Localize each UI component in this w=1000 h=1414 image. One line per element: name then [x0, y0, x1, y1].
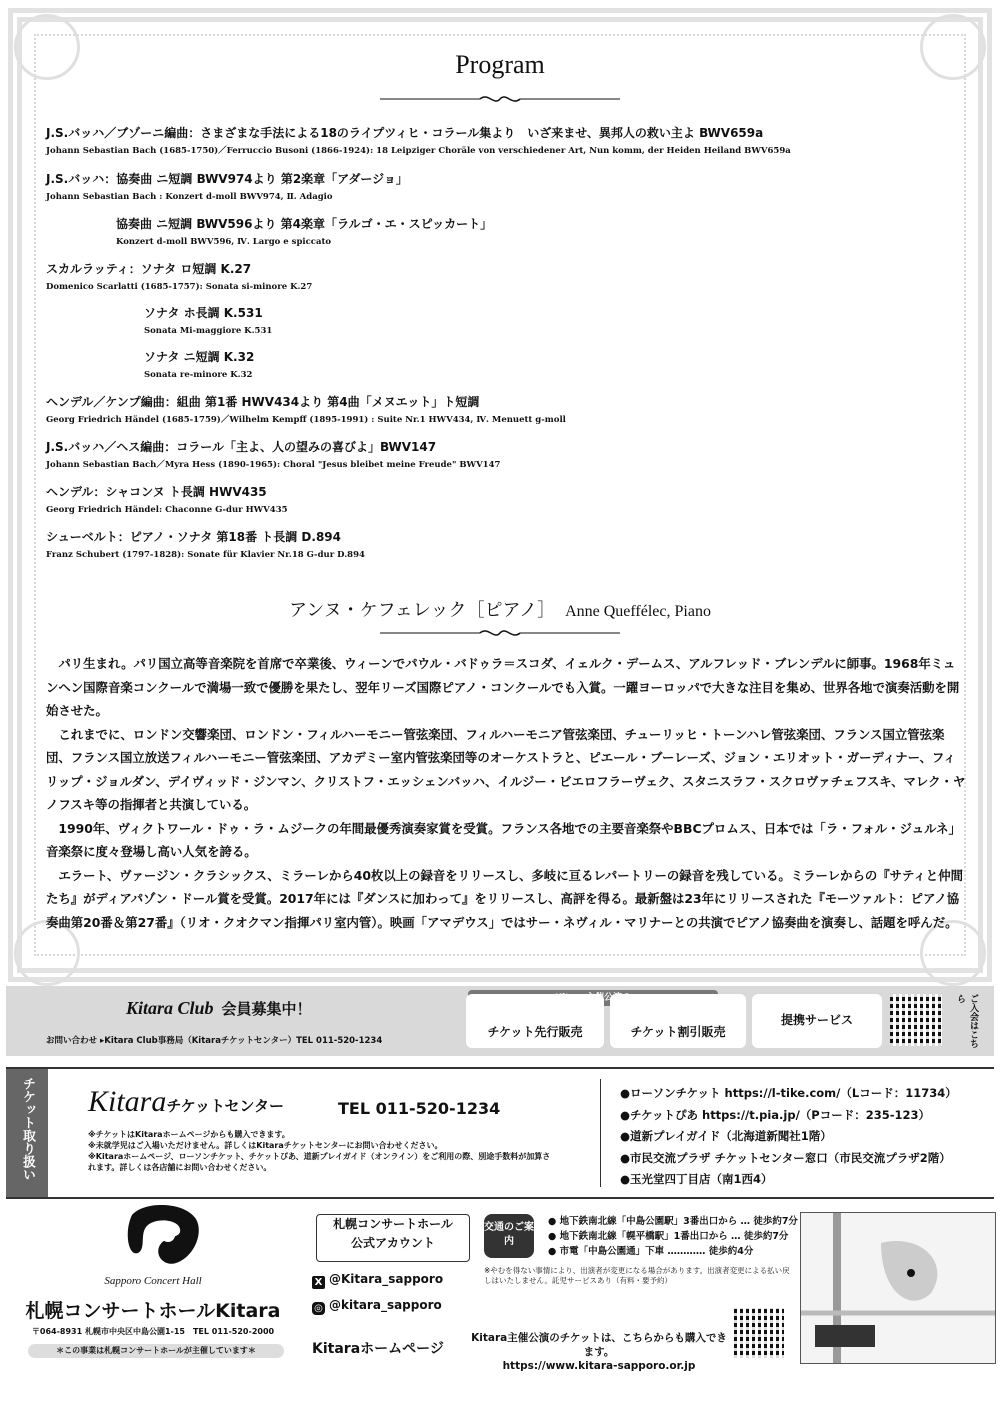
ticket-center-tel: TEL 011-520-1234 — [338, 1099, 501, 1118]
benefit-label: チケット先行販売 — [487, 1025, 583, 1039]
x-account[interactable] — [312, 1272, 443, 1289]
benefit-presale — [466, 994, 604, 1048]
program-item-jp: ソナタ ニ短調 K.32 — [144, 350, 255, 364]
program-item-en: Sonata Mi-maggiore K.531 — [144, 326, 273, 336]
program-item-en: Johann Sebastian Bach (1685-1750)／Ferruccio Busoni (1866-1924): 18 Leipziger Choräle von verschiedener Art, Nun komm, der Heiden Heiland BWV659a — [46, 146, 791, 156]
ticket-section — [6, 1067, 994, 1199]
program-item-jp: ソナタ ホ長調 K.531 — [144, 306, 263, 320]
bio-paragraph: パリ生まれ。パリ国立高等音楽院を首席で卒業後、ウィーンでパウル・バドゥラ＝スコダ、イェルク・デームス、アルフレッド・ブレンデルに師事。1968年ミュンヘン国際音楽コンクールで満場一致で優勝を果たし、翌年リーズ国際ピアノ・コンクールでも入賞。一躍ヨーロッパで大きな注目を集め、世界各地で演奏活動を開始させた。 — [46, 656, 960, 718]
map-graphic — [801, 1213, 995, 1363]
program-item-jp: スカルラッティ：ソナタ ロ短調 K.27 — [46, 262, 252, 276]
ticket-outlets — [620, 1083, 957, 1191]
ticket-outlet: ●玉光堂四丁目店（南1西4） — [620, 1172, 773, 1186]
hall-logo-icon — [124, 1205, 204, 1267]
instagram-handle: @kitara_sapporo — [329, 1298, 442, 1312]
program-item-en: Georg Friedrich Händel (1685-1759)／Wilhelm Kempff (1895-1991) : Suite Nr.1 HWV434, Ⅳ. Menuett g-moll — [46, 415, 566, 425]
benefit-partner — [752, 994, 882, 1048]
access-route: ● 地下鉄南北線「幌平橋駅」1番出口から … 徒歩約7分 — [548, 1231, 789, 1242]
benefit-discount — [610, 994, 746, 1048]
program-item-en: Johann Sebastian Bach／Myra Hess (1890-1965): Choral "Jesus bleibet meine Freude" BWV147 — [46, 460, 501, 470]
ticket-center-brand: Kitara — [88, 1085, 167, 1118]
ticket-outlet[interactable]: ●チケットぴあ https://t.pia.jp/（Pコード：235-123） — [620, 1107, 931, 1122]
program-item-jp: シューベルト：ピアノ・ソナタ 第18番 ト長調 D.894 — [46, 530, 342, 544]
instagram-icon: ◎ — [312, 1302, 325, 1315]
access-route: ● 市電「中島公園通」下車 ………… 徒歩約4分 — [548, 1246, 754, 1257]
official-accounts-box — [316, 1214, 470, 1262]
program-item-en: Domenico Scarlatti (1685-1757): Sonata si-minore K.27 — [46, 282, 313, 292]
accounts-title-line1: 札幌コンサートホール — [333, 1217, 453, 1231]
hall-address: 〒064-8931 札幌市中央区中島公園1-15 TEL 011-520-2000 — [31, 1327, 275, 1336]
club-qr-label: ご入会はこちら — [955, 994, 978, 1048]
ornament-divider — [380, 92, 620, 106]
program-item-en: Sonata re-minore K.32 — [144, 370, 253, 380]
program-item-jp: J.S.バッハ：協奏曲 ニ短調 BWV974より 第2楽章「アダージョ」 — [46, 172, 408, 186]
homepage-link[interactable]: Kitaraホームページ — [312, 1341, 444, 1357]
program-item — [144, 306, 844, 338]
artist-biography — [46, 652, 966, 934]
x-handle: @Kitara_sapporo — [329, 1272, 444, 1286]
benefit-label: 提携サービス — [780, 1013, 853, 1027]
x-icon: X — [312, 1276, 325, 1289]
homepage-qr-code[interactable] — [734, 1308, 784, 1358]
ticket-note: ※Kitaraホームページ、ローソンチケット、チケットぴあ、道新プレイガイド（オンライン）をご利用の際、別途手数料が加算されます。詳しくは各店舗にお問い合わせください。 — [88, 1152, 551, 1172]
ticket-center-name: チケットセンター — [166, 1097, 284, 1115]
ticket-outlet: ●市民交流プラザ チケットセンター窓口（市民交流プラザ2階） — [620, 1150, 951, 1165]
ticket-note: ※未就学児はご入場いただけません。詳しくはKitaraチケットセンターにお問い合わせください。 — [88, 1141, 443, 1150]
program-item — [46, 172, 966, 204]
program-title: Program — [455, 50, 545, 79]
kitara-club-banner — [6, 986, 994, 1056]
accounts-title-line2: 公式アカウント — [351, 1236, 435, 1250]
ticket-center-title — [88, 1085, 284, 1119]
club-qr-code[interactable] — [890, 994, 942, 1046]
program-item — [46, 530, 966, 562]
program-item — [46, 440, 966, 472]
ornament-divider — [380, 626, 620, 640]
instagram-account[interactable] — [312, 1298, 442, 1315]
program-item-jp: J.S.バッハ／ブゾーニ編曲：さまざまな手法による18のライプツィヒ・コラール集より いざ来ませ、異邦人の救い主よ BWV659a — [46, 126, 764, 140]
access-note: ※やむを得ない事情により、出演者が変更になる場合があります。出演者変更による払い戻しはいたしません。託児サービスあり（有料・要予約） — [484, 1266, 790, 1285]
program-item — [116, 217, 916, 249]
program-item — [46, 126, 966, 158]
access-map — [800, 1212, 996, 1364]
ticket-notes — [88, 1129, 558, 1173]
divider — [600, 1079, 601, 1187]
artist-name-en: Anne Queffélec, Piano — [565, 603, 711, 620]
artist-name-jp: アンヌ・ケフェレック［ピアノ］ — [289, 600, 556, 621]
bio-paragraph: これまでに、ロンドン交響楽団、ロンドン・フィルハーモニー管弦楽団、フィルハーモニア管弦楽団、チューリッヒ・トーンハレ管弦楽団、フランス国立管弦楽団、フランス国立放送フィルハーモニー管弦楽団、アカデミー室内管弦楽団等のオーケストラと、ピエール・ブーレーズ、ジョン・エリオット・ガーディナー、フィリップ・ジョルダン、デイヴィッド・ジンマン、クリストフ・エッシェンバッハ、イルジー・ビエロフラーヴェク、スタニスラフ・スクロヴァチェフスキ、マレク・ヤノフスキ等の指揮者と共演している。 — [46, 726, 966, 812]
program-item-jp: ヘンデル：シャコンヌ ト長調 HWV435 — [46, 485, 267, 499]
club-brand: Kitara Club — [126, 998, 214, 1018]
club-recruit: 会員募集中！ — [221, 1000, 312, 1018]
ticket-outlet[interactable]: ●ローソンチケット https://l-tike.com/（Lコード：11734） — [620, 1086, 957, 1100]
artist-heading — [0, 596, 1000, 622]
bio-paragraph: エラート、ヴァージン・クラシックス、ミラーレから40枚以上の録音をリリースし、多岐に亘るレパートリーの録音を残している。ミラーレからの『サティと仲間たち』がディアパゾン・ドール賞を受賞。2017年には『ダンスに加わって』をリリースし、高評を得る。最新盤は23年にリリースされた『モーツァルト：ピアノ協奏曲第20番＆第27番』（リオ・クオクマン指揮パリ室内管）。映画「アマデウス」ではサー・ネヴィル・マリナーとの共演でピアノ協奏曲を演奏し、話題を呼んだ。 — [46, 867, 963, 930]
program-item-jp: ヘンデル／ケンプ編曲：組曲 第1番 HWV434より 第4曲「メヌエット」ト短調 — [46, 395, 480, 409]
bio-paragraph: 1990年、ヴィクトワール・ドゥ・ラ・ムジークの年間最優秀演奏家賞を受賞。フランス各地での主要音楽祭やBBCプロムス、日本では「ラ・フォル・ジュルネ」音楽祭に度々登場し高い人気を誇る。 — [46, 820, 961, 859]
access-routes — [548, 1214, 798, 1259]
program-item — [144, 350, 844, 382]
access-tag: 交通のご案内 — [484, 1214, 534, 1258]
program-item — [46, 485, 966, 517]
club-contact: お問い合わせ ▸Kitara Club事務局（Kitaraチケットセンター）TEL 011-520-1234 — [46, 1036, 383, 1046]
program-item — [46, 395, 966, 427]
hall-name-en: Sapporo Concert Hall — [104, 1275, 202, 1287]
ticket-outlet: ●道新プレイガイド（北海道新聞社1階） — [620, 1129, 832, 1143]
access-route: ● 地下鉄南北線「中島公園駅」3番出口から … 徒歩約7分 — [548, 1216, 798, 1227]
hall-name-jp: 札幌コンサートホールKitara — [25, 1300, 281, 1322]
program-item-jp: 協奏曲 ニ短調 BWV596より 第4楽章「ラルゴ・エ・スピッカート」 — [116, 217, 493, 231]
program-item-en: Konzert d-moll BWV596, Ⅳ. Largo e spiccato — [116, 237, 332, 247]
benefit-label: チケット割引販売 — [630, 1025, 726, 1039]
ticket-tab-label: チケット取り扱い — [20, 1077, 35, 1181]
program-item-jp: J.S.バッハ／ヘス編曲：コラール「主よ、人の望みの喜びよ」BWV147 — [46, 440, 437, 454]
program-item-en: Johann Sebastian Bach : Konzert d-moll BWV974, Ⅱ. Adagio — [46, 192, 333, 202]
ticket-note: ※チケットはKitaraホームページからも購入できます。 — [88, 1130, 290, 1139]
program-item-en: Georg Friedrich Händel: Chaconne G-dur HWV435 — [46, 505, 288, 515]
ticket-tab — [6, 1069, 48, 1197]
hall-note: ＊この事業は札幌コンサートホールが主催しています＊ — [28, 1344, 284, 1358]
purchase-info — [466, 1331, 732, 1373]
club-headline — [126, 998, 312, 1019]
program-item — [46, 262, 966, 294]
purchase-text: Kitara主催公演のチケットは、こちらからも購入できます。 — [471, 1332, 727, 1358]
purchase-url[interactable]: https://www.kitara-sapporo.or.jp — [502, 1360, 696, 1372]
program-item-en: Franz Schubert (1797-1828): Sonate für Klavier Nr.18 G-dur D.894 — [46, 550, 365, 560]
